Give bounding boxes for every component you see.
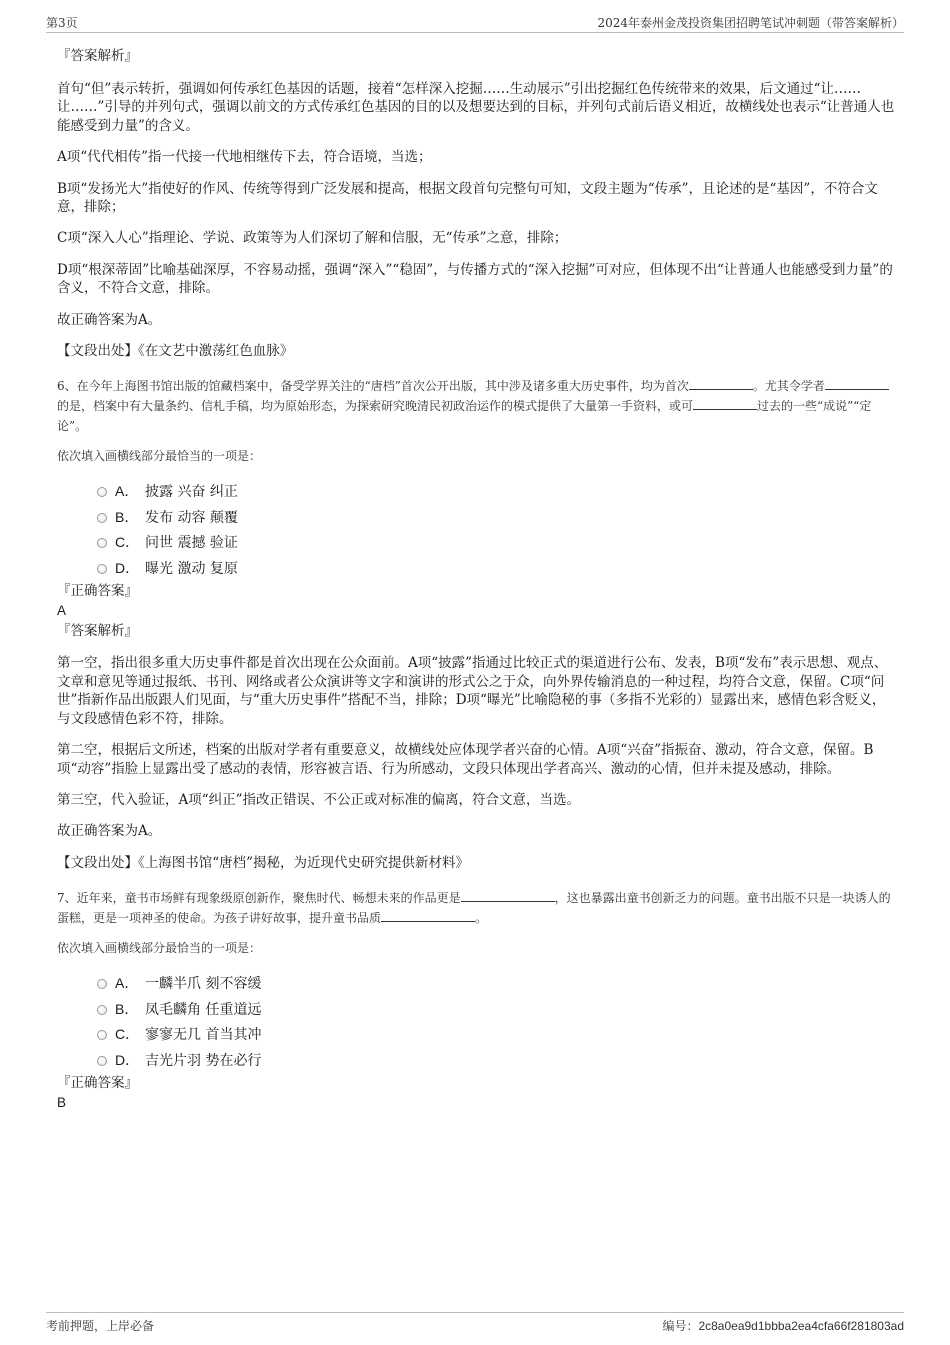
document-body bbox=[57, 46, 895, 1113]
radio-icon[interactable] bbox=[97, 1030, 107, 1040]
q7-correct-label: 『正确答案』 bbox=[57, 1075, 138, 1092]
q5-conclusion: 故正确答案为A。 bbox=[57, 311, 162, 328]
q6-option-c[interactable]: C． 问世 震撼 验证 bbox=[97, 530, 895, 556]
document-title: 2024年泰州金茂投资集团招聘笔试冲刺题（带答案解析） bbox=[597, 16, 904, 30]
q6-option-b[interactable]: B． 发布 动容 颠覆 bbox=[97, 505, 895, 531]
q6-blank-2 bbox=[825, 377, 889, 390]
q6-option-a[interactable]: A． 披露 兴奋 纠正 bbox=[97, 479, 895, 505]
q7-stem: 7、近年来，童书市场鲜有现象级原创新作，聚焦时代、畅想未来的作品更是 ，这也暴露出童书创新乏力的问题。童书出版不只是一块诱人的蛋糕，更是一项神圣的使命。为孩子讲好故事，提升童书品质 。 bbox=[57, 891, 891, 926]
radio-icon[interactable] bbox=[97, 1056, 107, 1066]
q6-analysis-label: 『答案解析』 bbox=[57, 623, 138, 640]
q6-option-d[interactable]: D． 曝光 激动 复原 bbox=[97, 556, 895, 582]
page-number: 第3页 bbox=[46, 16, 78, 30]
question-6 bbox=[57, 376, 895, 872]
radio-icon[interactable] bbox=[97, 487, 107, 497]
q7-option-c[interactable]: C． 寥寥无几 首当其冲 bbox=[97, 1022, 895, 1048]
q5-analysis-label: 『答案解析』 bbox=[57, 48, 138, 64]
page-footer bbox=[46, 1312, 904, 1335]
q7-blank-1 bbox=[461, 889, 555, 902]
q7-correct-answer: B bbox=[57, 1095, 67, 1111]
q6-analysis-p2: 第二空，根据后文所述，档案的出版对学者有重要意义，故横线处应体现学者兴奋的心情。A项“兴奋”指振奋、激动，符合文意，保留。B项“动容”指脸上显露出受了感动的表情，形容被言语、行为所感动，文段只体现出学者高兴、激动的心情，但并未提及感动，排除。 bbox=[57, 742, 874, 777]
radio-icon[interactable] bbox=[97, 564, 107, 574]
q6-analysis-p3: 第三空，代入验证，A项“纠正”指改正错误、不公正或对标准的偏离，符合文意，当选。 bbox=[57, 791, 581, 808]
q6-correct-answer: A bbox=[57, 603, 67, 619]
q5-analysis-p3: B项“发扬光大”指使好的作风、传统等得到广泛发展和提高，根据文段首句完整句可知，文段主题为“传承”，且论述的是“基因”，不符合文意，排除； bbox=[57, 180, 878, 216]
q5-analysis-p2: A项“代代相传”指一代接一代地相继传下去，符合语境，当选； bbox=[57, 149, 432, 166]
q5-analysis-p4: C项“深入人心”指理论、学说、政策等为人们深切了解和信服，无“传承”之意，排除； bbox=[57, 230, 568, 247]
q6-blank-1 bbox=[689, 377, 753, 390]
q6-conclusion: 故正确答案为A。 bbox=[57, 823, 162, 840]
radio-icon[interactable] bbox=[97, 1005, 107, 1015]
q6-options bbox=[97, 479, 895, 581]
q6-blank-3 bbox=[693, 397, 757, 410]
q6-instruction: 依次填入画横线部分最恰当的一项是： bbox=[57, 449, 262, 464]
q6-source: 【文段出处】《上海图书馆“唐档”揭秘，为近现代史研究提供新材料》 bbox=[57, 854, 470, 871]
q6-stem: 6、在今年上海图书馆出版的馆藏档案中，备受学界关注的“唐档”首次公开出版，其中涉及诸多重大历史事件，均为首次 。尤其令学者的是，档案中有大量条约、信札手稿，均为原始形态，为探索研究晚清民初政治运作的模式提供了大量第一手资料，或可 过去的一些“成说”“定论”。 bbox=[57, 376, 895, 436]
q5-analysis-p5: D项“根深蒂固”比喻基础深厚，不容易动摇，强调“深入”“稳固”，与传播方式的“深入挖掘”可对应，但体现不出“让普通人也能感受到力量”的含义，不符合文意，排除。 bbox=[57, 261, 893, 297]
q5-analysis-p1: 首句“但”表示转折，强调如何传承红色基因的话题，接着“怎样深入挖掘……生动展示”引出挖掘红色传统带来的效果，后文通过“让……让……”引导的并列句式，强调以前文的方式传承红色基因的目的以及想要达到的目标，并列句式前后语义相近，故横线处也表示“让普通人也能感受到力量”的含义。 bbox=[57, 81, 895, 134]
q6-analysis-p1: 第一空，指出很多重大历史事件都是首次出现在公众面前。A项“披露”指通过比较正式的渠道进行公布、发表，B项“发布”表示思想、观点、文章和意见等通过报纸、书刊、网络或者公众演讲等文字和演讲的形式公之于众，向外界传输消息的一种过程，均符合文意，保留。C项“问世”指新作品出版跟人们见面，与“重大历史事件”搭配不当，排除；D项“曝光”比喻隐秘的事（多指不光彩的）显露出来，感情色彩含贬义，与文段感情色彩不符，排除。 bbox=[57, 655, 888, 727]
radio-icon[interactable] bbox=[97, 538, 107, 548]
q7-option-b[interactable]: B． 凤毛麟角 任重道远 bbox=[97, 997, 895, 1023]
q7-options bbox=[97, 971, 895, 1073]
q7-blank-2 bbox=[381, 909, 475, 922]
q6-correct-label: 『正确答案』 bbox=[57, 583, 138, 600]
page-header bbox=[46, 14, 904, 33]
q7-option-a[interactable]: A． 一麟半爪 刻不容缓 bbox=[97, 971, 895, 997]
q5-source: 【文段出处】《在文艺中激荡红色血脉》 bbox=[57, 343, 294, 360]
document-code: 编号：2c8a0ea9d1bbba2ea4cfa66f281803ad bbox=[662, 1319, 904, 1333]
radio-icon[interactable] bbox=[97, 513, 107, 523]
question-7 bbox=[57, 888, 895, 1113]
footer-slogan: 考前押题，上岸必备 bbox=[46, 1319, 155, 1333]
q7-option-d[interactable]: D． 吉光片羽 势在必行 bbox=[97, 1048, 895, 1074]
radio-icon[interactable] bbox=[97, 979, 107, 989]
q7-instruction: 依次填入画横线部分最恰当的一项是： bbox=[57, 941, 262, 956]
